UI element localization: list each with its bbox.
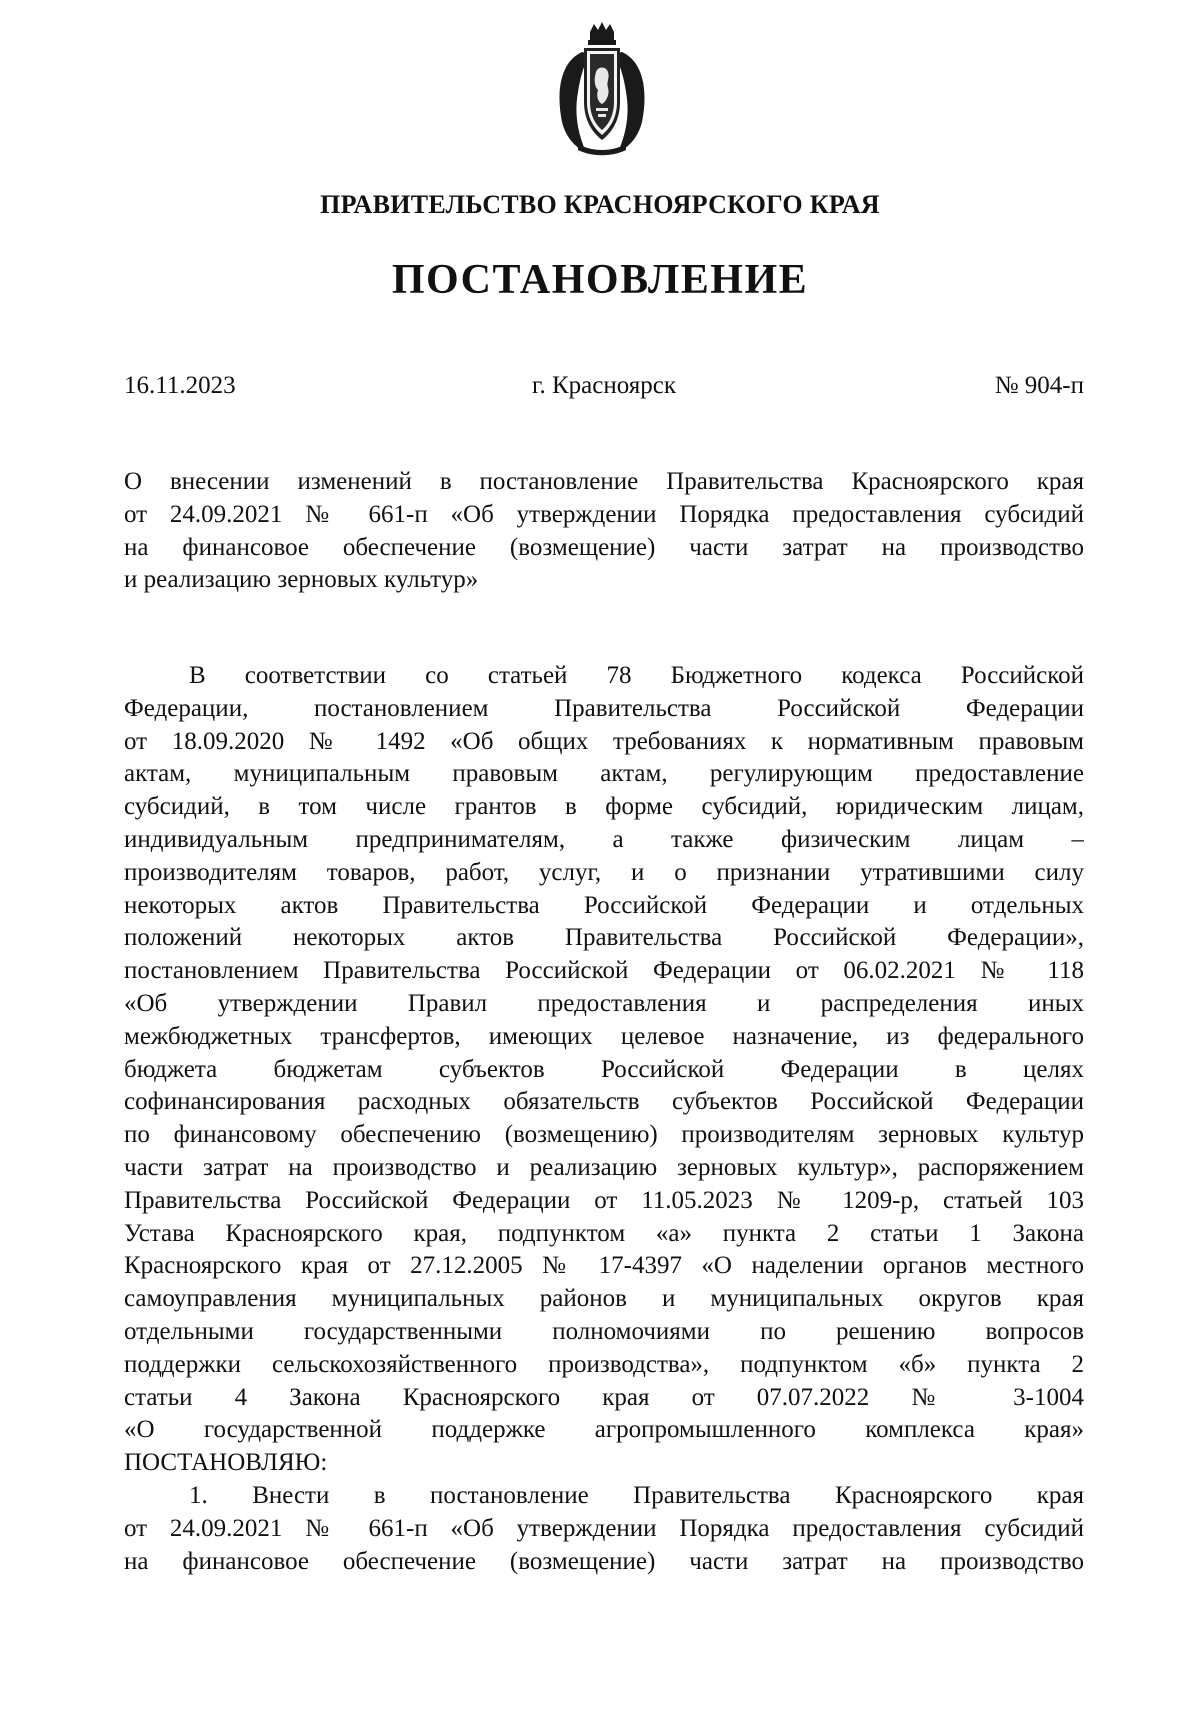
body-line: Устава Красноярского края, подпунктом «а» пункта 2 статьи 1 Закона (124, 1219, 1084, 1247)
body-line: актам, муниципальным правовым актам, регулирующим предоставление (124, 760, 1084, 788)
body-line: «Об утверждении Правил предоставления и распределения иных (124, 989, 1084, 1017)
body-line: поддержки сельскохозяйственного производства», подпунктом «б» пункта 2 (124, 1350, 1084, 1378)
title-line: на финансовое обеспечение (возмещение) части затрат на производство (124, 533, 1084, 561)
title-line: и реализацию зерновых культур» (124, 566, 479, 594)
body-line: от 24.09.2021 № 661-п «Об утверждении Порядка предоставления субсидий (124, 1514, 1084, 1542)
coat-of-arms-icon (552, 22, 652, 158)
body-line: 1. Внести в постановление Правительства Красноярского края (189, 1481, 1084, 1509)
body-line: по финансовому обеспечению (возмещению) производителям зерновых культур (124, 1121, 1084, 1149)
body-line: на финансовое обеспечение (возмещение) части затрат на производство (124, 1547, 1084, 1575)
document-date: 16.11.2023 (124, 372, 236, 399)
document-title (124, 466, 1084, 597)
body-line: софинансирования расходных обязательств субъектов Российской Федерации (124, 1088, 1084, 1116)
document-number: № 904-п (994, 372, 1084, 399)
resolution-keyword: ПОСТАНОВЛЯЮ: (124, 1449, 328, 1477)
body-line: некоторых актов Правительства Российской Федерации и отдельных (124, 891, 1084, 919)
body-line: Правительства Российской Федерации от 11.05.2023 № 1209-р, статьей 103 (124, 1186, 1084, 1214)
body-line: части затрат на производство и реализацию зерновых культур», распоряжением (124, 1153, 1084, 1181)
body-line: Федерации, постановлением Правительства Российской Федерации (124, 694, 1084, 722)
body-line: положений некоторых актов Правительства Российской Федерации», (124, 924, 1084, 952)
body-line: межбюджетных трансфертов, имеющих целевое назначение, из федерального (124, 1022, 1084, 1050)
body-line: индивидуальным предпринимателям, а также физическим лицам – (124, 825, 1084, 853)
body-line: бюджета бюджетам субъектов Российской Федерации в целях (124, 1055, 1084, 1083)
body-line: Красноярского края от 27.12.2005 № 17-4397 «О наделении органов местного (124, 1252, 1084, 1280)
body-line: постановлением Правительства Российской Федерации от 06.02.2021 № 118 (124, 957, 1084, 985)
title-line: О внесении изменений в постановление Правительства Красноярского края (124, 468, 1084, 495)
body-line: «О государственной поддержке агропромышленного комплекса края» (124, 1416, 1084, 1444)
document-meta-row (124, 372, 1084, 404)
document-city: г. Красноярск (532, 372, 676, 399)
body-line: В соответствии со статьей 78 Бюджетного кодекса Российской (189, 662, 1084, 689)
body-line: статьи 4 Закона Красноярского края от 07.07.2022 № 3-1004 (124, 1383, 1084, 1411)
body-line: от 18.09.2020 № 1492 «Об общих требованиях к нормативным правовым (124, 727, 1084, 755)
body-line: самоуправления муниципальных районов и муниципальных округов края (124, 1285, 1084, 1313)
organization-name: ПРАВИТЕЛЬСТВО КРАСНОЯРСКОГО КРАЯ (320, 190, 880, 219)
body-line: отдельными государственными полномочиями по решению вопросов (124, 1317, 1084, 1345)
body-line: производителям товаров, работ, услуг, и о признании утратившими силу (124, 858, 1084, 886)
body-line: субсидий, в том числе грантов в форме субсидий, юридическим лицам, (124, 793, 1084, 821)
title-line: от 24.09.2021 № 661-п «Об утверждении Порядка предоставления субсидий (124, 500, 1084, 528)
document-body (124, 660, 1084, 1578)
document-type-heading: ПОСТАНОВЛЕНИЕ (391, 257, 809, 303)
